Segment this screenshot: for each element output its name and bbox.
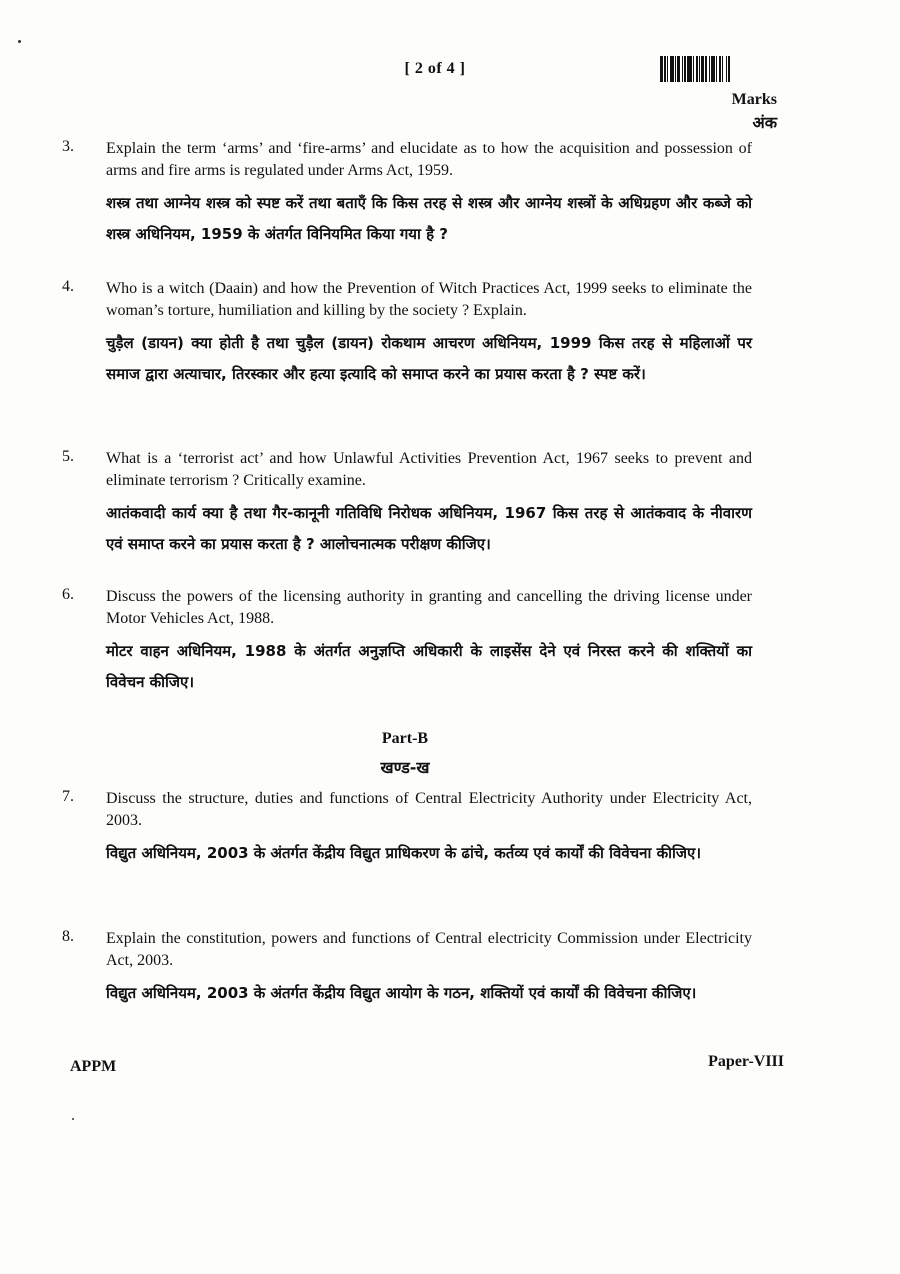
question-text-hindi: शस्त्र तथा आग्नेय शस्त्र को स्पष्ट करें तथा बताएँ कि किस तरह से शस्त्र और आग्नेय शस्त्रों के अधिग्रहण और कब्जे को शस्त्र अधिनियम, 1959 के अंतर्गत विनियमित किया गया है ? bbox=[106, 194, 752, 243]
question-text-english: Discuss the powers of the licensing authority in granting and cancelling the driving license under Motor Vehicles Act, 1988. bbox=[106, 588, 752, 627]
scan-speck bbox=[72, 1118, 74, 1120]
question-8 bbox=[62, 928, 752, 1009]
part-b-title-hindi: खण्ड-ख bbox=[380, 758, 430, 777]
barcode bbox=[660, 56, 778, 82]
question-text-hindi: विद्युत अधिनियम, 2003 के अंतर्गत केंद्रीय विद्युत आयोग के गठन, शक्तियों एवं कार्यों की विवेचना कीजिए। bbox=[106, 984, 697, 1002]
page-number: [ 2 of 4 ] bbox=[404, 60, 466, 77]
question-number: 8. bbox=[62, 928, 74, 945]
question-text-english: Explain the constitution, powers and functions of Central electricity Commission under Electricity Act, 2003. bbox=[106, 930, 752, 969]
question-text-hindi: आतंकवादी कार्य क्या है तथा गैर-कानूनी गतिविधि निरोधक अधिनियम, 1967 किस तरह से आतंकवाद के नीवारण एवं समाप्त करने का प्रयास करता है ? आलोचनात्मक परीक्षण कीजिए। bbox=[106, 504, 752, 553]
question-4 bbox=[62, 278, 752, 390]
question-text-hindi: चुड़ैल (डायन) क्या होती है तथा चुड़ैल (डायन) रोकथाम आचरण अधिनियम, 1999 किस तरह से महिलाओं पर समाज द्वारा अत्याचार, तिरस्कार और हत्या इत्यादि को समाप्त करने का प्रयास करता है ? स्पष्ट करें। bbox=[106, 334, 752, 383]
scan-speck bbox=[18, 40, 21, 43]
question-text-hindi: मोटर वाहन अधिनियम, 1988 के अंतर्गत अनुज्ञप्ति अधिकारी के लाइसेंस देने एवं निरस्त करने की शक्तियों का विवेचन कीजिए। bbox=[106, 642, 752, 691]
question-number: 7. bbox=[62, 788, 74, 805]
footer-course-code: APPM bbox=[70, 1058, 117, 1075]
question-text-english: What is a ‘terrorist act’ and how Unlawful Activities Prevention Act, 1967 seeks to prevent and eliminate terrorism ? Critically examine. bbox=[106, 450, 752, 489]
question-text-english: Explain the term ‘arms’ and ‘fire-arms’ and elucidate as to how the acquisition and possession of arms and fire arms is regulated under Arms Act, 1959. bbox=[106, 140, 752, 179]
question-text-hindi: विद्युत अधिनियम, 2003 के अंतर्गत केंद्रीय विद्युत प्राधिकरण के ढांचे, कर्तव्य एवं कार्यों की विवेचना कीजिए। bbox=[106, 844, 702, 862]
question-7 bbox=[62, 788, 752, 869]
question-number: 6. bbox=[62, 586, 74, 603]
part-b-title: Part-B bbox=[381, 730, 429, 747]
marks-label-hindi: अंक bbox=[752, 113, 777, 132]
question-6 bbox=[62, 586, 752, 698]
footer-paper-number: Paper-VIII bbox=[708, 1053, 784, 1070]
question-number: 5. bbox=[62, 448, 74, 465]
question-text-english: Who is a witch (Daain) and how the Prevention of Witch Practices Act, 1999 seeks to eliminate the woman’s torture, humiliation and killing by the society ? Explain. bbox=[106, 280, 752, 319]
question-3 bbox=[62, 138, 752, 250]
marks-label: Marks bbox=[731, 91, 777, 108]
question-number: 4. bbox=[62, 278, 74, 295]
barcode-stripe bbox=[730, 56, 731, 82]
question-text-english: Discuss the structure, duties and functions of Central Electricity Authority under Electricity Act, 2003. bbox=[106, 790, 752, 829]
question-number: 3. bbox=[62, 138, 74, 155]
question-5 bbox=[62, 448, 752, 560]
